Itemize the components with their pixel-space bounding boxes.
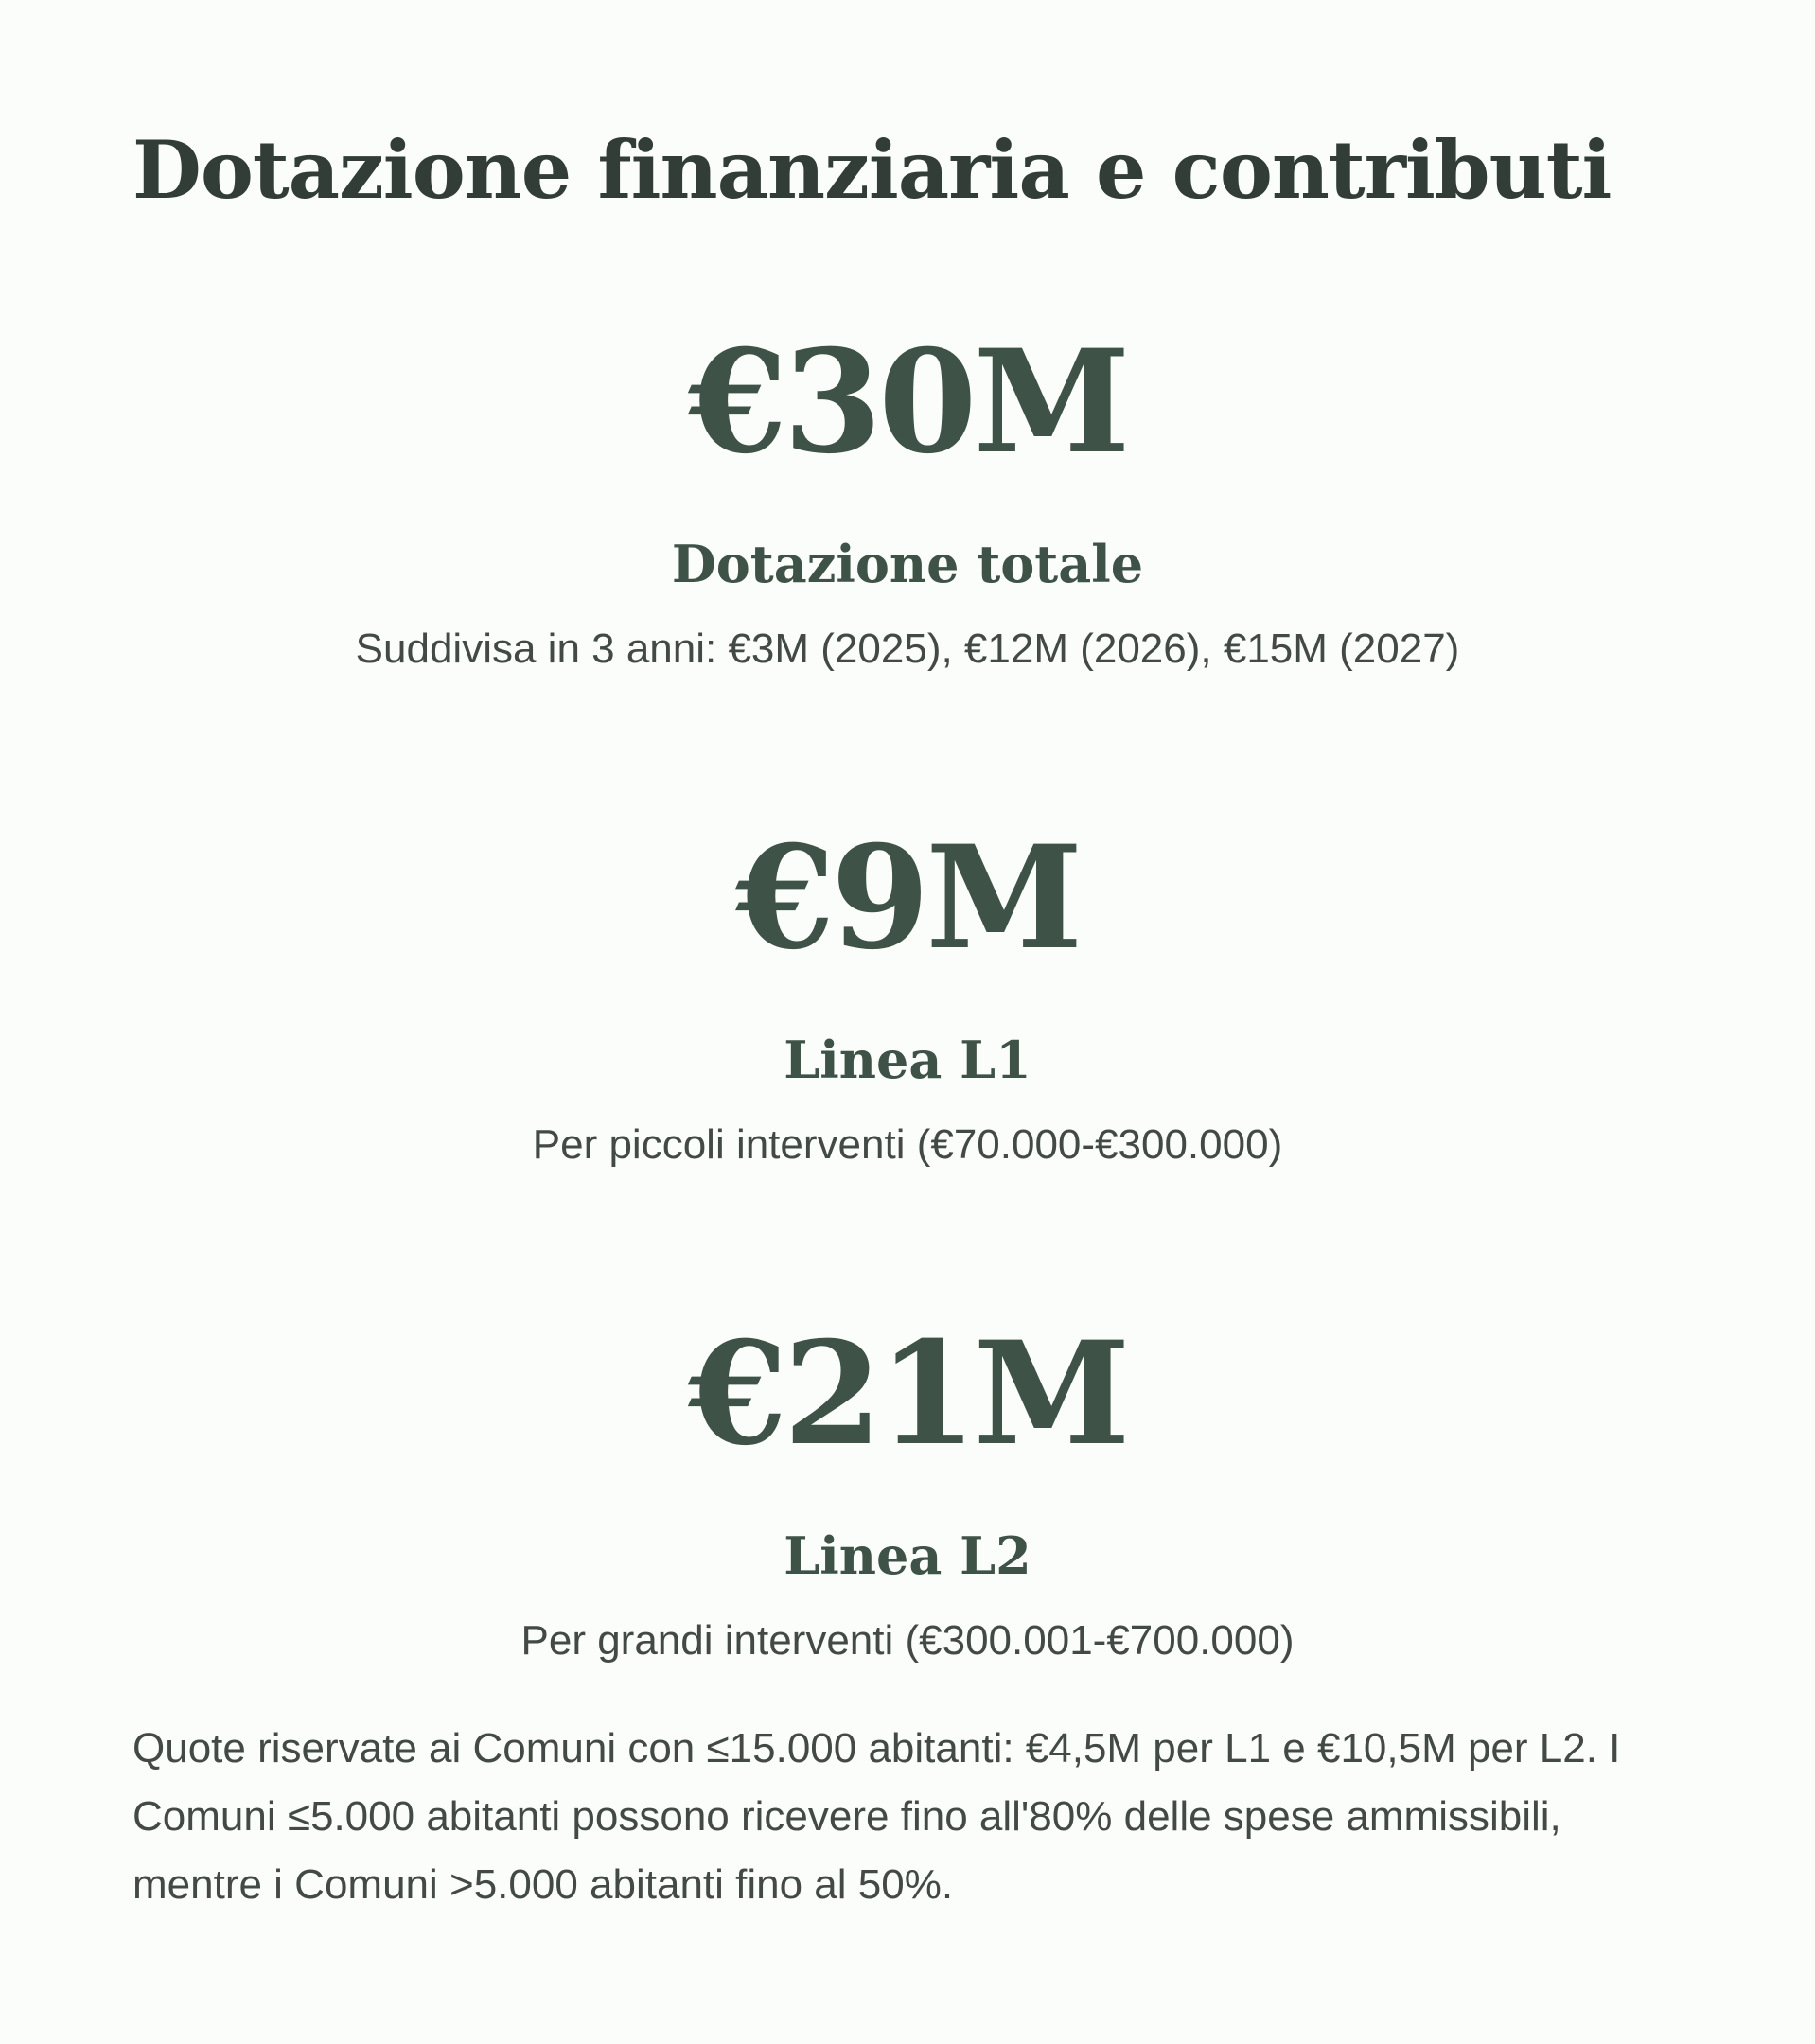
stat-total-allocation — [0, 319, 1815, 676]
page-title: Dotazione finanziaria e contributi — [132, 123, 1612, 217]
stat-label: Dotazione totale — [671, 534, 1144, 594]
stat-description: Per piccoli interventi (€70.000-€300.000) — [532, 1121, 1283, 1168]
stat-line-l1 — [0, 815, 1815, 1172]
stat-label: Linea L1 — [784, 1030, 1031, 1090]
stat-description: Suddivisa in 3 anni: €3M (2025), €12M (2026), €15M (2027) — [355, 626, 1460, 672]
reserved-quota-note: Quote riservate ai Comuni con ≤15.000 abitanti: €4,5M per L1 e €10,5M per L2. I Comuni ≤5.000 abitanti possono ricevere fino all'80% delle spese ammissibili, mentre i Comuni >5.000 abitanti fino al 50%. — [132, 1725, 1621, 1908]
stat-line-l2 — [0, 1313, 1815, 1667]
stat-description: Per grandi interventi (€300.001-€700.000) — [520, 1617, 1295, 1664]
stat-amount: €9M — [735, 815, 1080, 981]
stat-amount: €30M — [688, 319, 1127, 485]
stat-amount: €21M — [688, 1311, 1127, 1477]
stat-label: Linea L2 — [784, 1525, 1031, 1586]
